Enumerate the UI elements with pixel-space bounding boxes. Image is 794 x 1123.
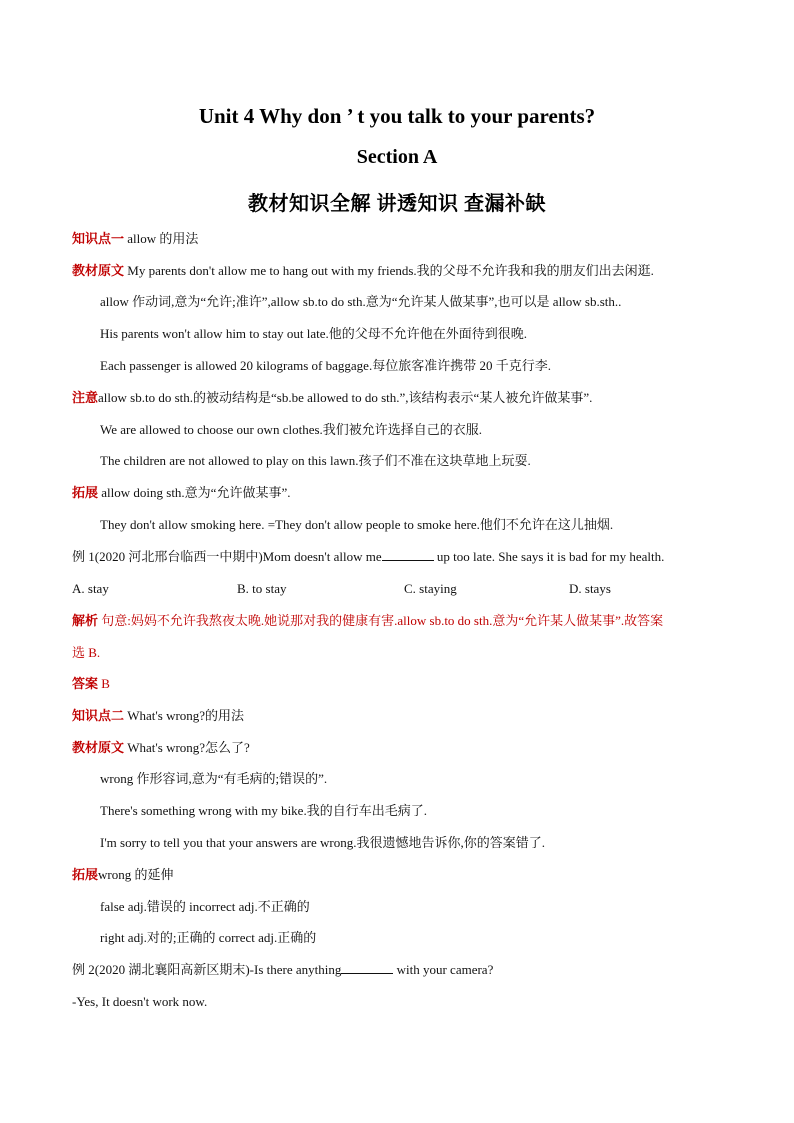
kp2-heading bbox=[72, 707, 244, 725]
kp2-tag: 知识点二 bbox=[72, 708, 125, 723]
kp1-ext1: They don't allow smoking here. =They don't allow people to smoke here.他们不允许在这儿抽烟. bbox=[100, 517, 614, 532]
kp1-note-tag: 注意 bbox=[72, 390, 99, 405]
kp2-extension bbox=[72, 866, 173, 884]
unit-title: Unit 4 Why don ’ t you talk to your parents? bbox=[198, 104, 596, 128]
example-2-blank[interactable] bbox=[341, 961, 393, 974]
example-2 bbox=[72, 961, 493, 979]
kp1-text: allow 的用法 bbox=[124, 231, 199, 246]
kp2-original bbox=[72, 739, 250, 757]
kp2-orig-tag: 教材原文 bbox=[72, 740, 125, 755]
kp1-line2: His parents won't allow him to stay out late.他的父母不允许他在外面待到很晚. bbox=[100, 326, 527, 341]
kp1-note2: The children are not allowed to play on this lawn.孩子们不准在这块草地上玩耍. bbox=[100, 453, 531, 468]
answer-tag: 答案 bbox=[72, 676, 99, 691]
example-2-pre: 例 2(2020 湖北襄阳高新区期末)-Is there anything bbox=[72, 962, 342, 977]
kp1-tag: 知识点一 bbox=[72, 231, 125, 246]
option-b[interactable]: B. to stay bbox=[237, 581, 287, 596]
kp1-note1: We are allowed to choose our own clothes.我们被允许选择自己的衣服. bbox=[100, 422, 483, 437]
kp1-extension bbox=[72, 484, 290, 502]
example-1 bbox=[72, 548, 664, 566]
option-c[interactable]: C. staying bbox=[404, 581, 457, 596]
kp1-orig-tag: 教材原文 bbox=[72, 263, 125, 278]
kp2-line3: I'm sorry to tell you that your answers are wrong.我很遗憾地告诉你,你的答案错了. bbox=[100, 835, 546, 850]
kp1-line3: Each passenger is allowed 20 kilograms of baggage.每位旅客准许携带 20 千克行李. bbox=[100, 358, 551, 373]
analysis-text: 句意:妈妈不允许我熬夜太晚.她说那对我的健康有害.allow sb.to do sth.意为“允许某人做某事”.故答案 bbox=[98, 613, 664, 628]
kp1-line1: allow 作动词,意为“允许;准许”,allow sb.to do sth.意为“允许某人做某事”,也可以是 allow sb.sth.. bbox=[100, 294, 622, 309]
kp2-line2: There's something wrong with my bike.我的自行车出毛病了. bbox=[100, 803, 427, 818]
kp1-note bbox=[72, 389, 592, 407]
kp1-ext-tag: 拓展 bbox=[72, 485, 99, 500]
kp2-line1: wrong 作形容词,意为“有毛病的;错误的”. bbox=[100, 771, 328, 786]
kp2-ext-tag: 拓展 bbox=[72, 867, 99, 882]
analysis bbox=[72, 612, 663, 630]
analysis-tag: 解析 bbox=[72, 613, 99, 628]
kp1-note-text: allow sb.to do sth.的被动结构是“sb.be allowed to do sth.”,该结构表示“某人被允许做某事”. bbox=[98, 390, 593, 405]
kp1-heading bbox=[72, 230, 198, 248]
option-a[interactable]: A. stay bbox=[72, 581, 109, 596]
kp2-ext-text: wrong 的延伸 bbox=[98, 867, 174, 882]
kp2-orig-text: What's wrong?怎么了? bbox=[124, 740, 250, 755]
kp2-ext2: right adj.对的;正确的 correct adj.正确的 bbox=[100, 930, 317, 945]
kp1-ext-text: allow doing sth.意为“允许做某事”. bbox=[98, 485, 291, 500]
example-1-blank[interactable] bbox=[382, 548, 434, 561]
kp1-original bbox=[72, 262, 654, 280]
section-title: Section A bbox=[356, 146, 438, 168]
analysis-cont: 选 B. bbox=[72, 645, 101, 660]
answer bbox=[72, 675, 110, 693]
kp2-text: What's wrong?的用法 bbox=[124, 708, 245, 723]
option-d[interactable]: D. stays bbox=[569, 581, 611, 596]
example-2-post: with your camera? bbox=[393, 962, 494, 977]
example-1-pre: 例 1(2020 河北邢台临西一中期中)Mom doesn't allow me bbox=[72, 549, 382, 564]
answer-text: B bbox=[98, 676, 110, 691]
subtitle: 教材知识全解 讲透知识 查漏补缺 bbox=[248, 193, 546, 215]
kp2-ext1: false adj.错误的 incorrect adj.不正确的 bbox=[100, 899, 310, 914]
example-1-post: up too late. She says it is bad for my health. bbox=[433, 549, 665, 564]
example-2-reply: -Yes, It doesn't work now. bbox=[72, 994, 208, 1009]
kp1-orig-text: My parents don't allow me to hang out with my friends.我的父母不允许我和我的朋友们出去闲逛. bbox=[124, 263, 654, 278]
